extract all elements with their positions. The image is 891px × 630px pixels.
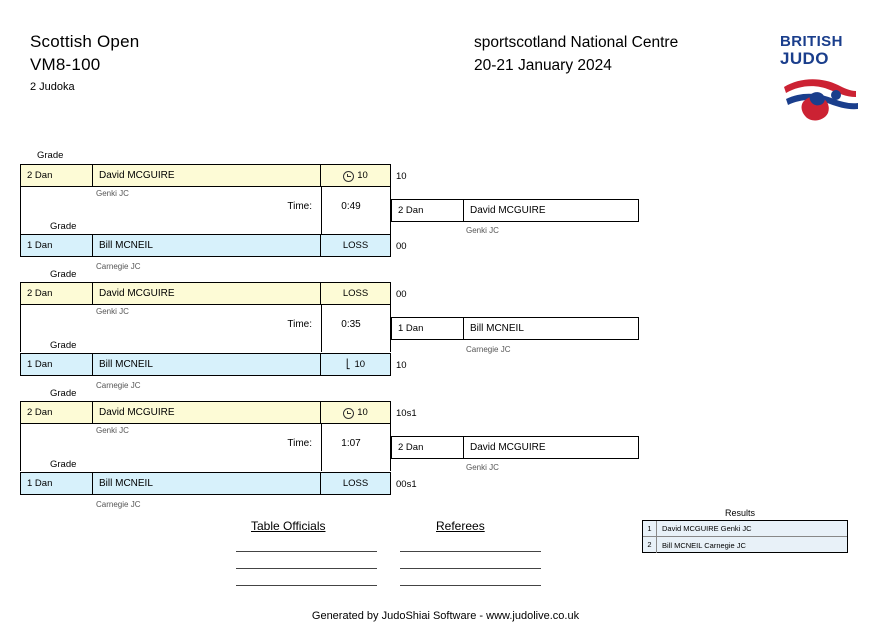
winner-club: Genki JC (466, 463, 499, 472)
grade-label: Grade (50, 459, 77, 470)
match-row-bottom[interactable] (20, 234, 391, 257)
winner-box[interactable] (391, 199, 639, 222)
competitor-name: David MCGUIRE (99, 288, 175, 299)
grade-label: Grade (50, 340, 77, 351)
points-text: 10s1 (396, 408, 417, 419)
score-cell (320, 402, 390, 423)
logo-line-judo: JUDO (780, 49, 829, 68)
result-name: Bill MCNEIL Carnegie JC (662, 540, 746, 550)
winner-name: Bill MCNEIL (470, 323, 524, 334)
winner-grade: 1 Dan (392, 318, 464, 339)
judoka-emblem-icon (780, 71, 864, 125)
entrant-count: 2 Judoka (30, 81, 75, 93)
winner-club: Carnegie JC (466, 345, 511, 354)
footer-text: Generated by JudoShiai Software - www.judolive.co.uk (311, 610, 580, 622)
competitor-name: David MCGUIRE (99, 170, 175, 181)
venue-name: sportscotland National Centre (474, 34, 679, 51)
score-value: 10 (357, 170, 368, 181)
score-cell: LOSS (320, 283, 390, 304)
points-text: 00 (396, 289, 407, 300)
referees-line-3[interactable] (400, 585, 541, 586)
table-row (643, 537, 847, 553)
winner-grade: 2 Dan (392, 437, 464, 458)
points-text: 10 (396, 360, 407, 371)
category-title: VM8-100 (30, 55, 101, 74)
time-value: 1:07 (341, 438, 361, 449)
result-name: David MCGUIRE Genki JC (662, 524, 752, 533)
table-officials-title: Table Officials (251, 519, 326, 533)
clock-icon (343, 171, 354, 182)
match-row-top[interactable] (20, 401, 391, 424)
result-rank: 2 (643, 537, 657, 553)
divider (321, 305, 322, 352)
winner-box[interactable] (391, 436, 639, 459)
match-row-bottom[interactable] (20, 472, 391, 495)
event-dates: 20-21 January 2024 (474, 57, 612, 74)
match-row-top[interactable] (20, 164, 391, 187)
winner-name: David MCGUIRE (470, 442, 546, 453)
table-officials-line-2[interactable] (236, 568, 377, 569)
time-value: 0:35 (341, 319, 361, 330)
score-value: 10 (354, 359, 366, 370)
referees-line-1[interactable] (400, 551, 541, 552)
results-title: Results (725, 508, 756, 518)
competitor-name: Bill MCNEIL (99, 359, 153, 370)
score-cell: LOSS (320, 473, 390, 494)
club-label: Carnegie JC (96, 500, 141, 509)
table-officials-line-3[interactable] (236, 585, 377, 586)
club-label: Carnegie JC (96, 381, 141, 390)
header-left (30, 30, 139, 96)
points-text: 00 (396, 241, 407, 252)
score-value: 10 (357, 407, 368, 418)
match-row-bottom[interactable] (20, 353, 391, 376)
competitor-name: Bill MCNEIL (99, 478, 153, 489)
score-cell (320, 165, 390, 186)
winner-name: David MCGUIRE (470, 205, 546, 216)
table-officials-line-1[interactable] (236, 551, 377, 552)
clock-icon (343, 408, 354, 419)
shido-icon: ⎣ (345, 359, 351, 369)
score-cell: LOSS (320, 235, 390, 256)
competitor-grade: 2 Dan (21, 402, 93, 423)
referees-line-2[interactable] (400, 568, 541, 569)
club-label: Genki JC (96, 426, 129, 435)
competitor-grade: 1 Dan (21, 354, 93, 375)
competitor-grade: 2 Dan (21, 283, 93, 304)
competitor-grade: 1 Dan (21, 235, 93, 256)
grade-label: Grade (50, 221, 77, 232)
header-center (474, 31, 678, 77)
logo-line-british: BRITISH (780, 33, 843, 50)
time-value: 0:49 (341, 201, 361, 212)
time-label: Time: (287, 319, 312, 330)
divider (321, 187, 322, 234)
tournament-title: Scottish Open (30, 32, 140, 51)
points-text: 00s1 (396, 479, 417, 490)
winner-club: Genki JC (466, 226, 499, 235)
result-rank: 1 (643, 521, 657, 536)
grade-label: Grade (37, 150, 64, 161)
competitor-name: David MCGUIRE (99, 407, 175, 418)
time-label: Time: (287, 201, 312, 212)
points-text: 10 (396, 171, 407, 182)
winner-grade: 2 Dan (392, 200, 464, 221)
british-judo-logo (780, 34, 864, 126)
score-cell (320, 354, 390, 375)
divider (321, 424, 322, 471)
competitor-name: Bill MCNEIL (99, 240, 153, 251)
referees-title: Referees (436, 519, 485, 533)
competitor-grade: 1 Dan (21, 473, 93, 494)
time-label: Time: (287, 438, 312, 449)
table-row (643, 521, 847, 537)
competitor-grade: 2 Dan (21, 165, 93, 186)
match-row-top[interactable] (20, 282, 391, 305)
grade-label: Grade (50, 388, 77, 399)
club-label: Genki JC (96, 307, 129, 316)
grade-label: Grade (50, 269, 77, 280)
club-label: Genki JC (96, 189, 129, 198)
results-table (642, 520, 848, 553)
club-label: Carnegie JC (96, 262, 141, 271)
winner-box[interactable] (391, 317, 639, 340)
